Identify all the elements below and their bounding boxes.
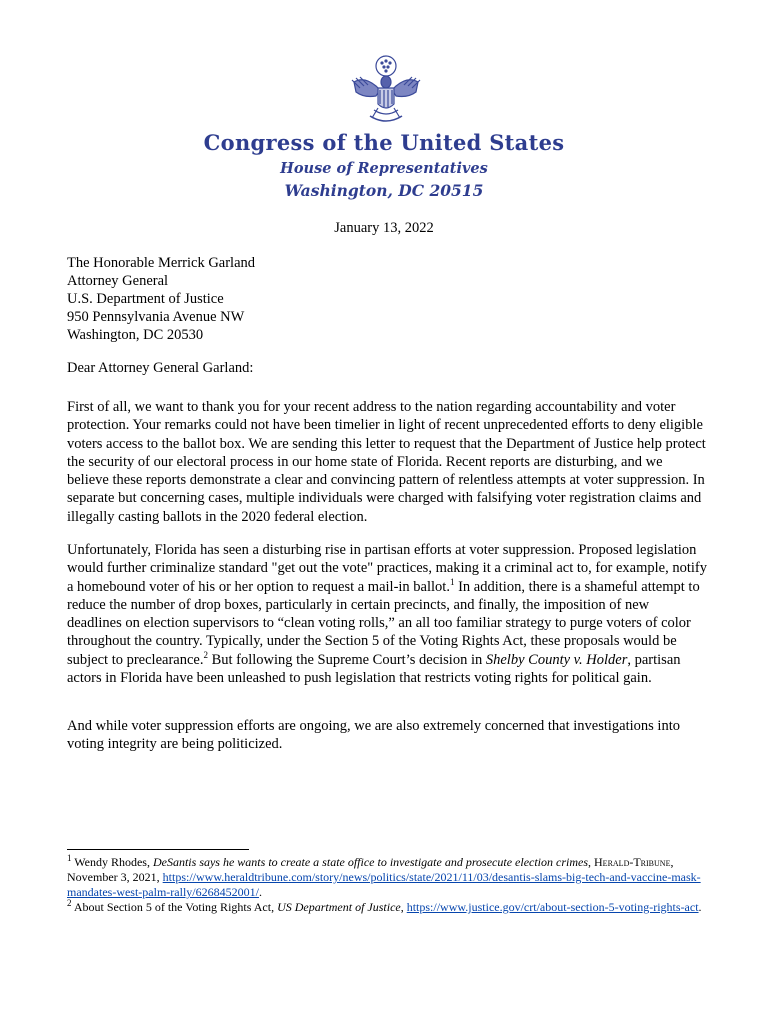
- footnote-1-number: 1: [67, 853, 72, 863]
- recipient-department: U.S. Department of Justice: [67, 291, 224, 307]
- paragraph-2-part-2: In addition, there is a shameful attempt to reduce the number of drop boxes, particularly in certain precincts, and finally, the imposition of new deadlines on election supervisors to “clean voting rolls,” an all too familiar strategy to purge voters of color throughout the country. Typically, under the Section 5 of the Voting Rights Act, these proposals would be subject to preclearance.: [67, 578, 700, 668]
- footnote-ref-2[interactable]: 2: [203, 649, 208, 660]
- footnote-1-title: DeSantis says he wants to create a state office to investigate and prosecute election crimes: [152, 855, 589, 869]
- footnote-2: [67, 900, 707, 915]
- footnote-1-link[interactable]: https://www.heraldtribune.com/story/news/politics/state/2021/11/03/desantis-slams-big-tech-and-vaccine-mask-mandates-west-palm-rally/6268452001/: [67, 870, 701, 899]
- letter-date: January 13, 2022: [334, 220, 434, 236]
- letterhead-congress: Congress of the United States: [203, 130, 565, 155]
- footnotes: [67, 855, 707, 915]
- case-name: Shelby County v. Holder: [485, 651, 628, 668]
- letterhead-address: Washington, DC 20515: [284, 181, 484, 200]
- paragraph-2-part-1: Unfortunately, Florida has seen a disturbing rise in partisan efforts at voter suppression. Proposed legislation would further criminalize standard "get out the vote" practices, making it a criminal act to, for example, notify a homebound voter of his or her option to request a mail-in ballot.: [67, 542, 707, 595]
- letterhead-house: House of Representatives: [280, 160, 488, 177]
- salutation: Dear Attorney General Garland:: [67, 360, 254, 376]
- paragraph-2-part-3: But following the Supreme Court’s decision in: [207, 651, 486, 668]
- recipient-title: Attorney General: [67, 273, 169, 289]
- great-seal-eagle-icon: [344, 52, 428, 128]
- footnote-separator: [67, 849, 249, 850]
- body-paragraph-3: [67, 717, 707, 754]
- footnote-2-number: 2: [67, 898, 72, 908]
- footnote-1: [67, 855, 707, 900]
- footnote-1-end: .: [258, 885, 262, 899]
- footnote-1-sep: ,: [588, 855, 595, 869]
- body-paragraph-1: [67, 398, 707, 526]
- footnote-1-date: , November 3, 2021,: [67, 855, 674, 884]
- recipient-address: [67, 254, 255, 344]
- recipient-name: The Honorable Merrick Garland: [67, 255, 256, 271]
- recipient-city: Washington, DC 20530: [67, 327, 204, 343]
- recipient-street: 950 Pennsylvania Avenue NW: [67, 309, 245, 325]
- body-paragraph-2: [67, 541, 707, 687]
- footnote-1-author: Wendy Rhodes,: [71, 855, 153, 869]
- footnote-ref-1[interactable]: 1: [449, 576, 455, 587]
- footnote-2-end: .: [698, 900, 702, 914]
- footnote-2-source: US Department of Justice: [277, 900, 401, 914]
- footnote-2-link[interactable]: https://www.justice.gov/crt/about-section-5-voting-rights-act: [406, 900, 699, 914]
- footnote-1-publication: Herald-Tribune: [594, 855, 671, 869]
- paragraph-3-text: And while voter suppression efforts are ongoing, we are also extremely concerned that investigations into voting integrity are being politicized.: [67, 718, 680, 753]
- footnote-2-sep: ,: [400, 900, 407, 914]
- paragraph-1-text: First of all, we want to thank you for your recent address to the nation regarding accountability and voter protection. Your remarks could not have been timelier in light of recent unprecedented efforts to deny eligible voters access to the ballot box. We are sending this letter to request that the Department of Justice help protect the security of our electoral process in our home state of Florida. Recent reports are disturbing, and we believe these reports demonstrate a clear and convincing pattern of relentless attempts at voter suppression. In separate but concerning cases, multiple individuals were charged with falsifying voter registration claims and illegally casting ballots in the 2020 federal election.: [67, 399, 706, 525]
- footnote-2-lead: About Section 5 of the Voting Rights Act,: [71, 900, 278, 914]
- paragraph-2-part-4: , partisan actors in Florida have been unleashed to push legislation that restricts voting rights for political gain.: [67, 651, 681, 687]
